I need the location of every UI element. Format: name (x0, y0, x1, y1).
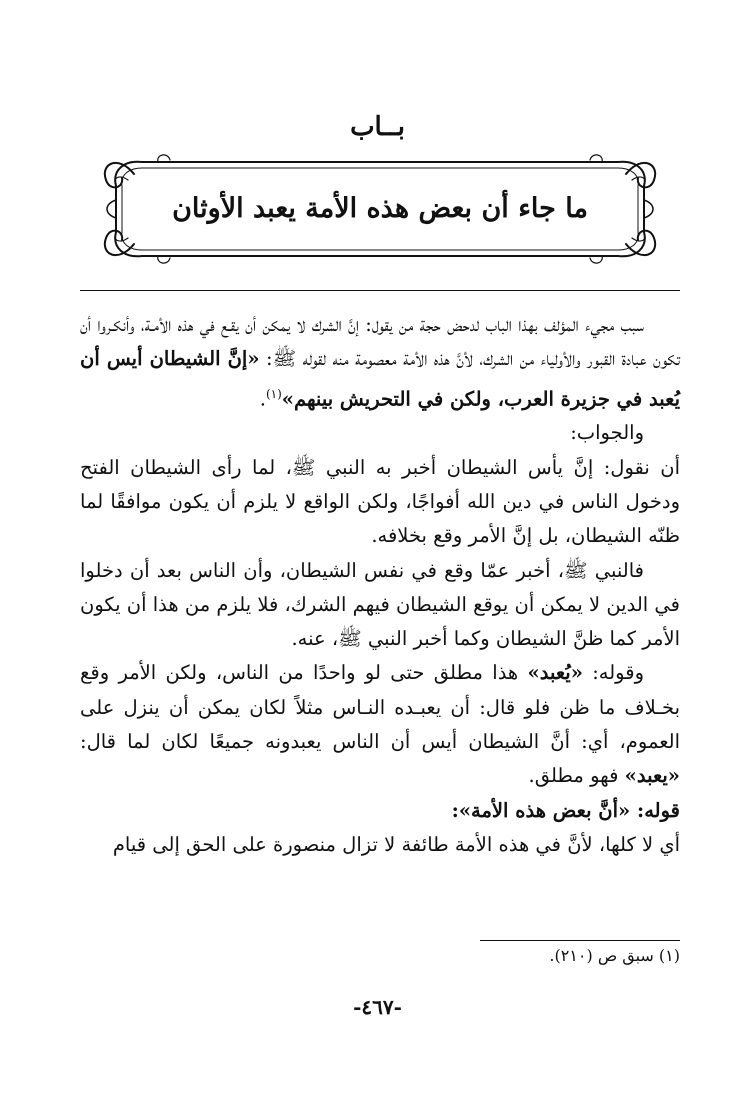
quoted-word: «يُعبد» (527, 661, 583, 685)
title-frame (98, 150, 662, 268)
paragraph-5-end: فهو مطلق. (528, 764, 625, 788)
paragraph-7: أي لا كلها، لأنَّ في هذه الأمة طائفة لا تزال منصورة على الحق إلى قيام (112, 832, 680, 856)
chapter-label: بــاب (350, 112, 405, 142)
quoted-word-2: «يعبد» (624, 764, 680, 788)
top-divider (80, 290, 680, 291)
page-number: -٤٦٧- (353, 995, 402, 1019)
paragraph-1 (80, 308, 680, 416)
hadith-quote: «إنَّ الشيطان أيس أن يُعبد في جزيرة العرب، ولكن في التحريش بينهم» (80, 347, 680, 411)
paragraph-6 (80, 794, 680, 828)
paragraph-1-end: . (259, 387, 266, 411)
quoted-phrase: «أنَّ بعض هذه الأمة» (458, 798, 631, 822)
paragraph-2: والجواب: (570, 421, 644, 445)
paragraph-4: فالنبي ﷺ، أخبر عمّا وقع في نفس الشيطان، وأن الناس بعد أن دخلوا في الدين لا يمكن أن يوقع الشيطان فيهم الشرك، فلا يلزم من هذا أن يكون الأمر كما ظنَّ الشيطان وكما أخبر النبي ﷺ، عنه. (80, 558, 680, 651)
chapter-title: ما جاء أن بعض هذه الأمة يعبد الأوثان (172, 193, 588, 224)
paragraph-6-end: : (451, 798, 459, 822)
footnote: (١) سبق ص (٢١٠). (549, 946, 680, 965)
paragraph-1-text: سبب مجيء المؤلف بهذا الباب لدحض حجة من يقول: إنَّ الشرك لا يمكن أن يقـع في هذه الأمـة، وأنكـروا أن تكون عبادة القبور والأولياء من الشرك، لأنَّ هذه الأمة معصومة منه لقوله ﷺ: (80, 313, 680, 371)
paragraph-3: أن نقول: إنَّ يأس الشيطان أخبر به النبي ﷺ، لما رأى الشيطان الفتح ودخول الناس في دين الله أفواجًا، ولكن الواقع لا يلزم أن يكون موافقًا لما ظنّه الشيطان، بل إنَّ الأمر وقع بخلافه. (80, 455, 680, 548)
footnote-marker: (١) (265, 386, 282, 401)
footnote-divider (480, 940, 680, 941)
paragraph-5 (80, 656, 680, 793)
body-text (80, 308, 680, 862)
paragraph-5-lead: وقوله: (582, 661, 644, 685)
paragraph-6-lead: قوله: (630, 798, 680, 822)
paragraph-5-text: هذا مطلق حتى لو واحدًا من الناس، ولكن الأمر وقع بخـلاف ما ظن فلو قال: أن يعبـده النـاس مثلاً لكان يمكن أن ينزل على العموم، أي: أنَّ الشيطان أيس أن الناس يعبدونه جميعًا لكان لما قال: (80, 661, 680, 754)
